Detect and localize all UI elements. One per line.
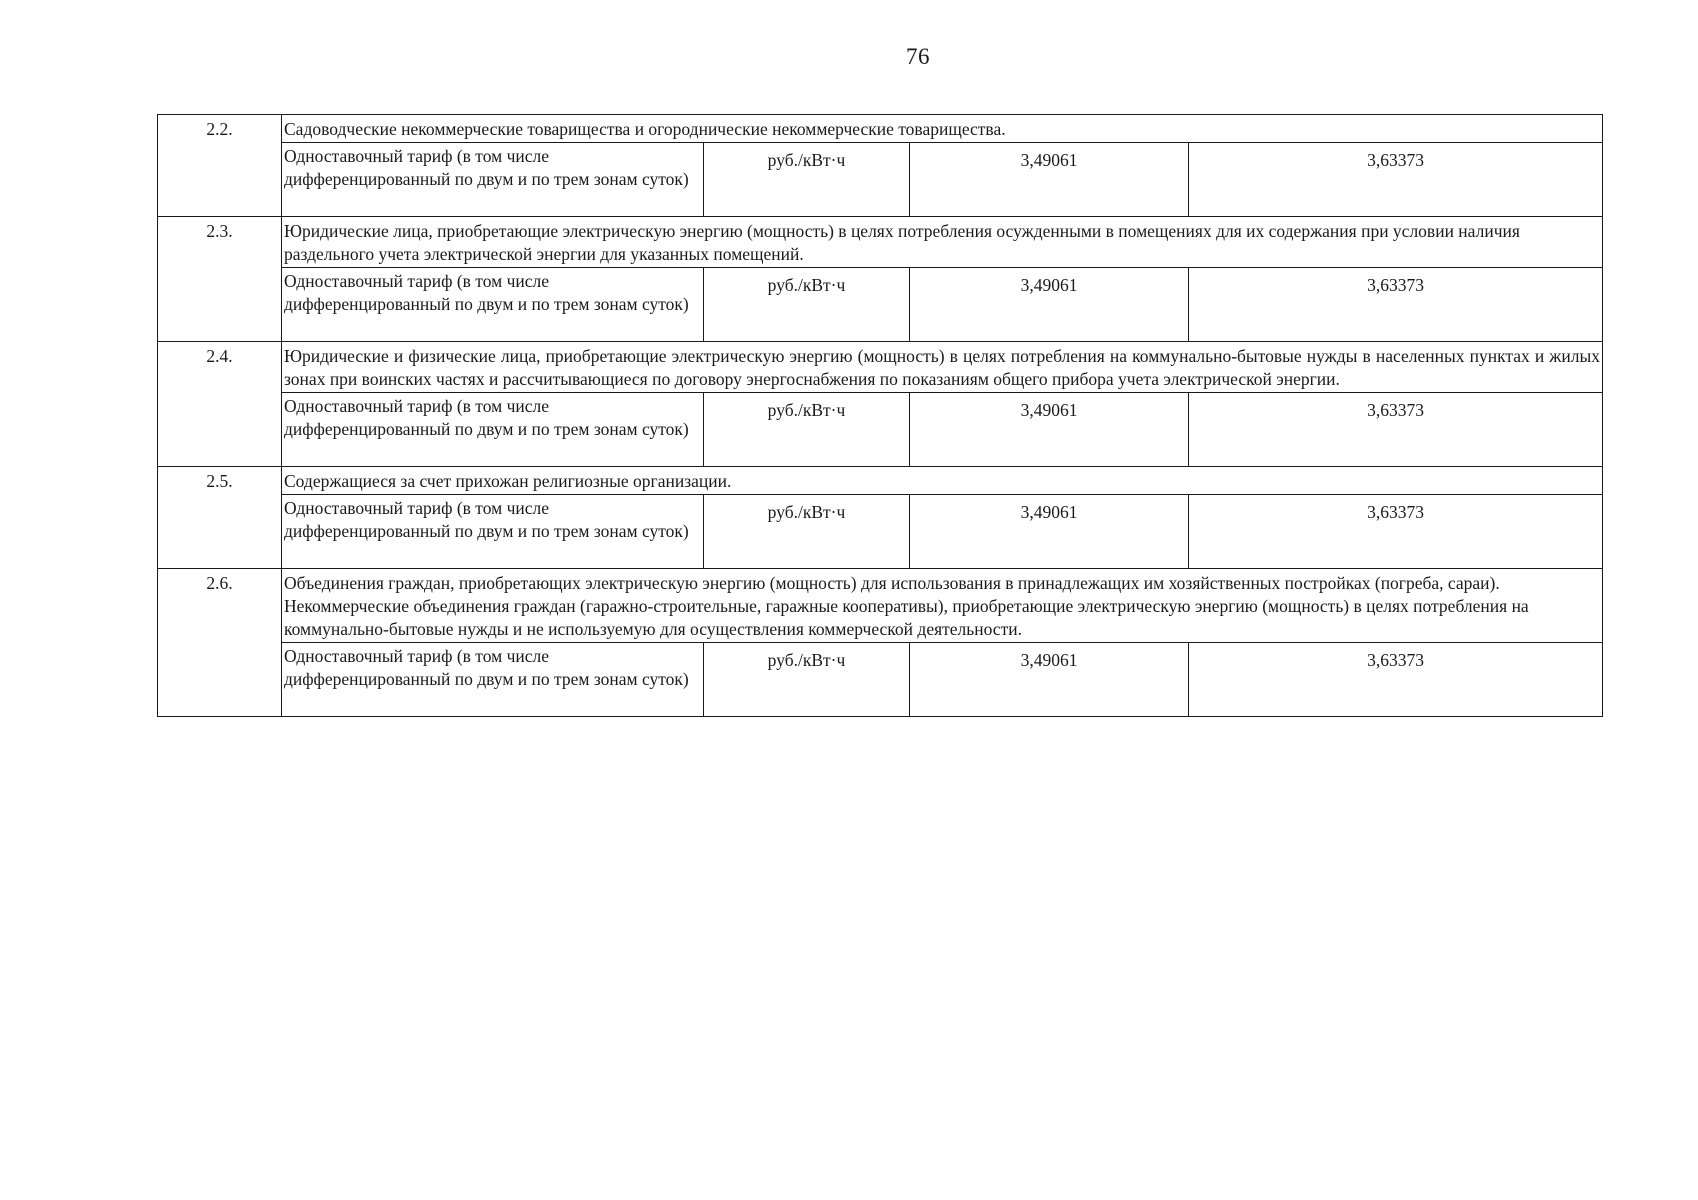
tariff-name: Одноставочный тариф (в том числе дифференцированный по двум и по трем зонам суток) (282, 495, 704, 569)
row-number: 2.3. (158, 217, 282, 342)
tariff-value-first-half: 3,49061 (910, 143, 1189, 217)
category-description (282, 342, 1603, 393)
tariff-value-first-half: 3,49061 (910, 393, 1189, 467)
tariff-row (158, 393, 1603, 467)
description-line: Объединения граждан, приобретающих электрическую энергию (мощность) для использования в принадлежащих им хозяйственных постройках (погреба, сараи). (284, 573, 1500, 593)
tariff-unit: руб./кВт·ч (704, 268, 910, 342)
tariff-row (158, 643, 1603, 717)
tariff-unit: руб./кВт·ч (704, 495, 910, 569)
row-number: 2.4. (158, 342, 282, 467)
description-line: Некоммерческие объединения граждан (гаражно-строительные, гаражные кооперативы), приобретающие электрическую энергию (мощность) в целях потребления на коммунально-бытовые нужды и не используемую для осуществления коммерческой деятельности. (284, 596, 1529, 639)
category-description (282, 569, 1603, 643)
tariff-name: Одноставочный тариф (в том числе дифференцированный по двум и по трем зонам суток) (282, 643, 704, 717)
group-row-2-3 (158, 217, 1603, 268)
row-number: 2.2. (158, 115, 282, 217)
row-number: 2.5. (158, 467, 282, 569)
tariff-name: Одноставочный тариф (в том числе дифференцированный по двум и по трем зонам суток) (282, 143, 704, 217)
tariff-row (158, 268, 1603, 342)
group-row-2-6 (158, 569, 1603, 643)
description-line: Юридические лица, приобретающие электрическую энергию (мощность) в целях потребления осужденными в помещениях для их содержания при условии наличия раздельного учета электрической энергии для указанных помещений. (284, 221, 1520, 264)
description-line: Юридические и физические лица, приобретающие электрическую энергию (мощность) в целях потребления на коммунально-бытовые нужды в населенных пунктах и жилых зонах при воинских частях и рассчитывающиеся по договору энергоснабжения по показаниям общего прибора учета электрической энергии. (284, 346, 1600, 389)
row-number: 2.6. (158, 569, 282, 717)
page-number: 76 (906, 44, 930, 69)
tariff-unit: руб./кВт·ч (704, 393, 910, 467)
category-description (282, 115, 1603, 143)
tariff-row (158, 495, 1603, 569)
group-row-2-4 (158, 342, 1603, 393)
tariff-name: Одноставочный тариф (в том числе дифференцированный по двум и по трем зонам суток) (282, 393, 704, 467)
tariff-value-first-half: 3,49061 (910, 495, 1189, 569)
tariff-table (157, 114, 1603, 717)
tariff-value-second-half: 3,63373 (1189, 143, 1603, 217)
tariff-value-first-half: 3,49061 (910, 268, 1189, 342)
tariff-value-first-half: 3,49061 (910, 643, 1189, 717)
category-description (282, 217, 1603, 268)
description-line: Содержащиеся за счет прихожан религиозные организации. (284, 471, 732, 491)
tariff-name: Одноставочный тариф (в том числе дифференцированный по двум и по трем зонам суток) (282, 268, 704, 342)
group-row-2-5 (158, 467, 1603, 495)
group-row-2-2 (158, 115, 1603, 143)
description-line: Садоводческие некоммерческие товарищества и огороднические некоммерческие товарищества. (284, 119, 1006, 139)
tariff-value-second-half: 3,63373 (1189, 393, 1603, 467)
tariff-value-second-half: 3,63373 (1189, 268, 1603, 342)
tariff-unit: руб./кВт·ч (704, 143, 910, 217)
tariff-value-second-half: 3,63373 (1189, 643, 1603, 717)
category-description (282, 467, 1603, 495)
tariff-row (158, 143, 1603, 217)
tariff-value-second-half: 3,63373 (1189, 495, 1603, 569)
tariff-unit: руб./кВт·ч (704, 643, 910, 717)
